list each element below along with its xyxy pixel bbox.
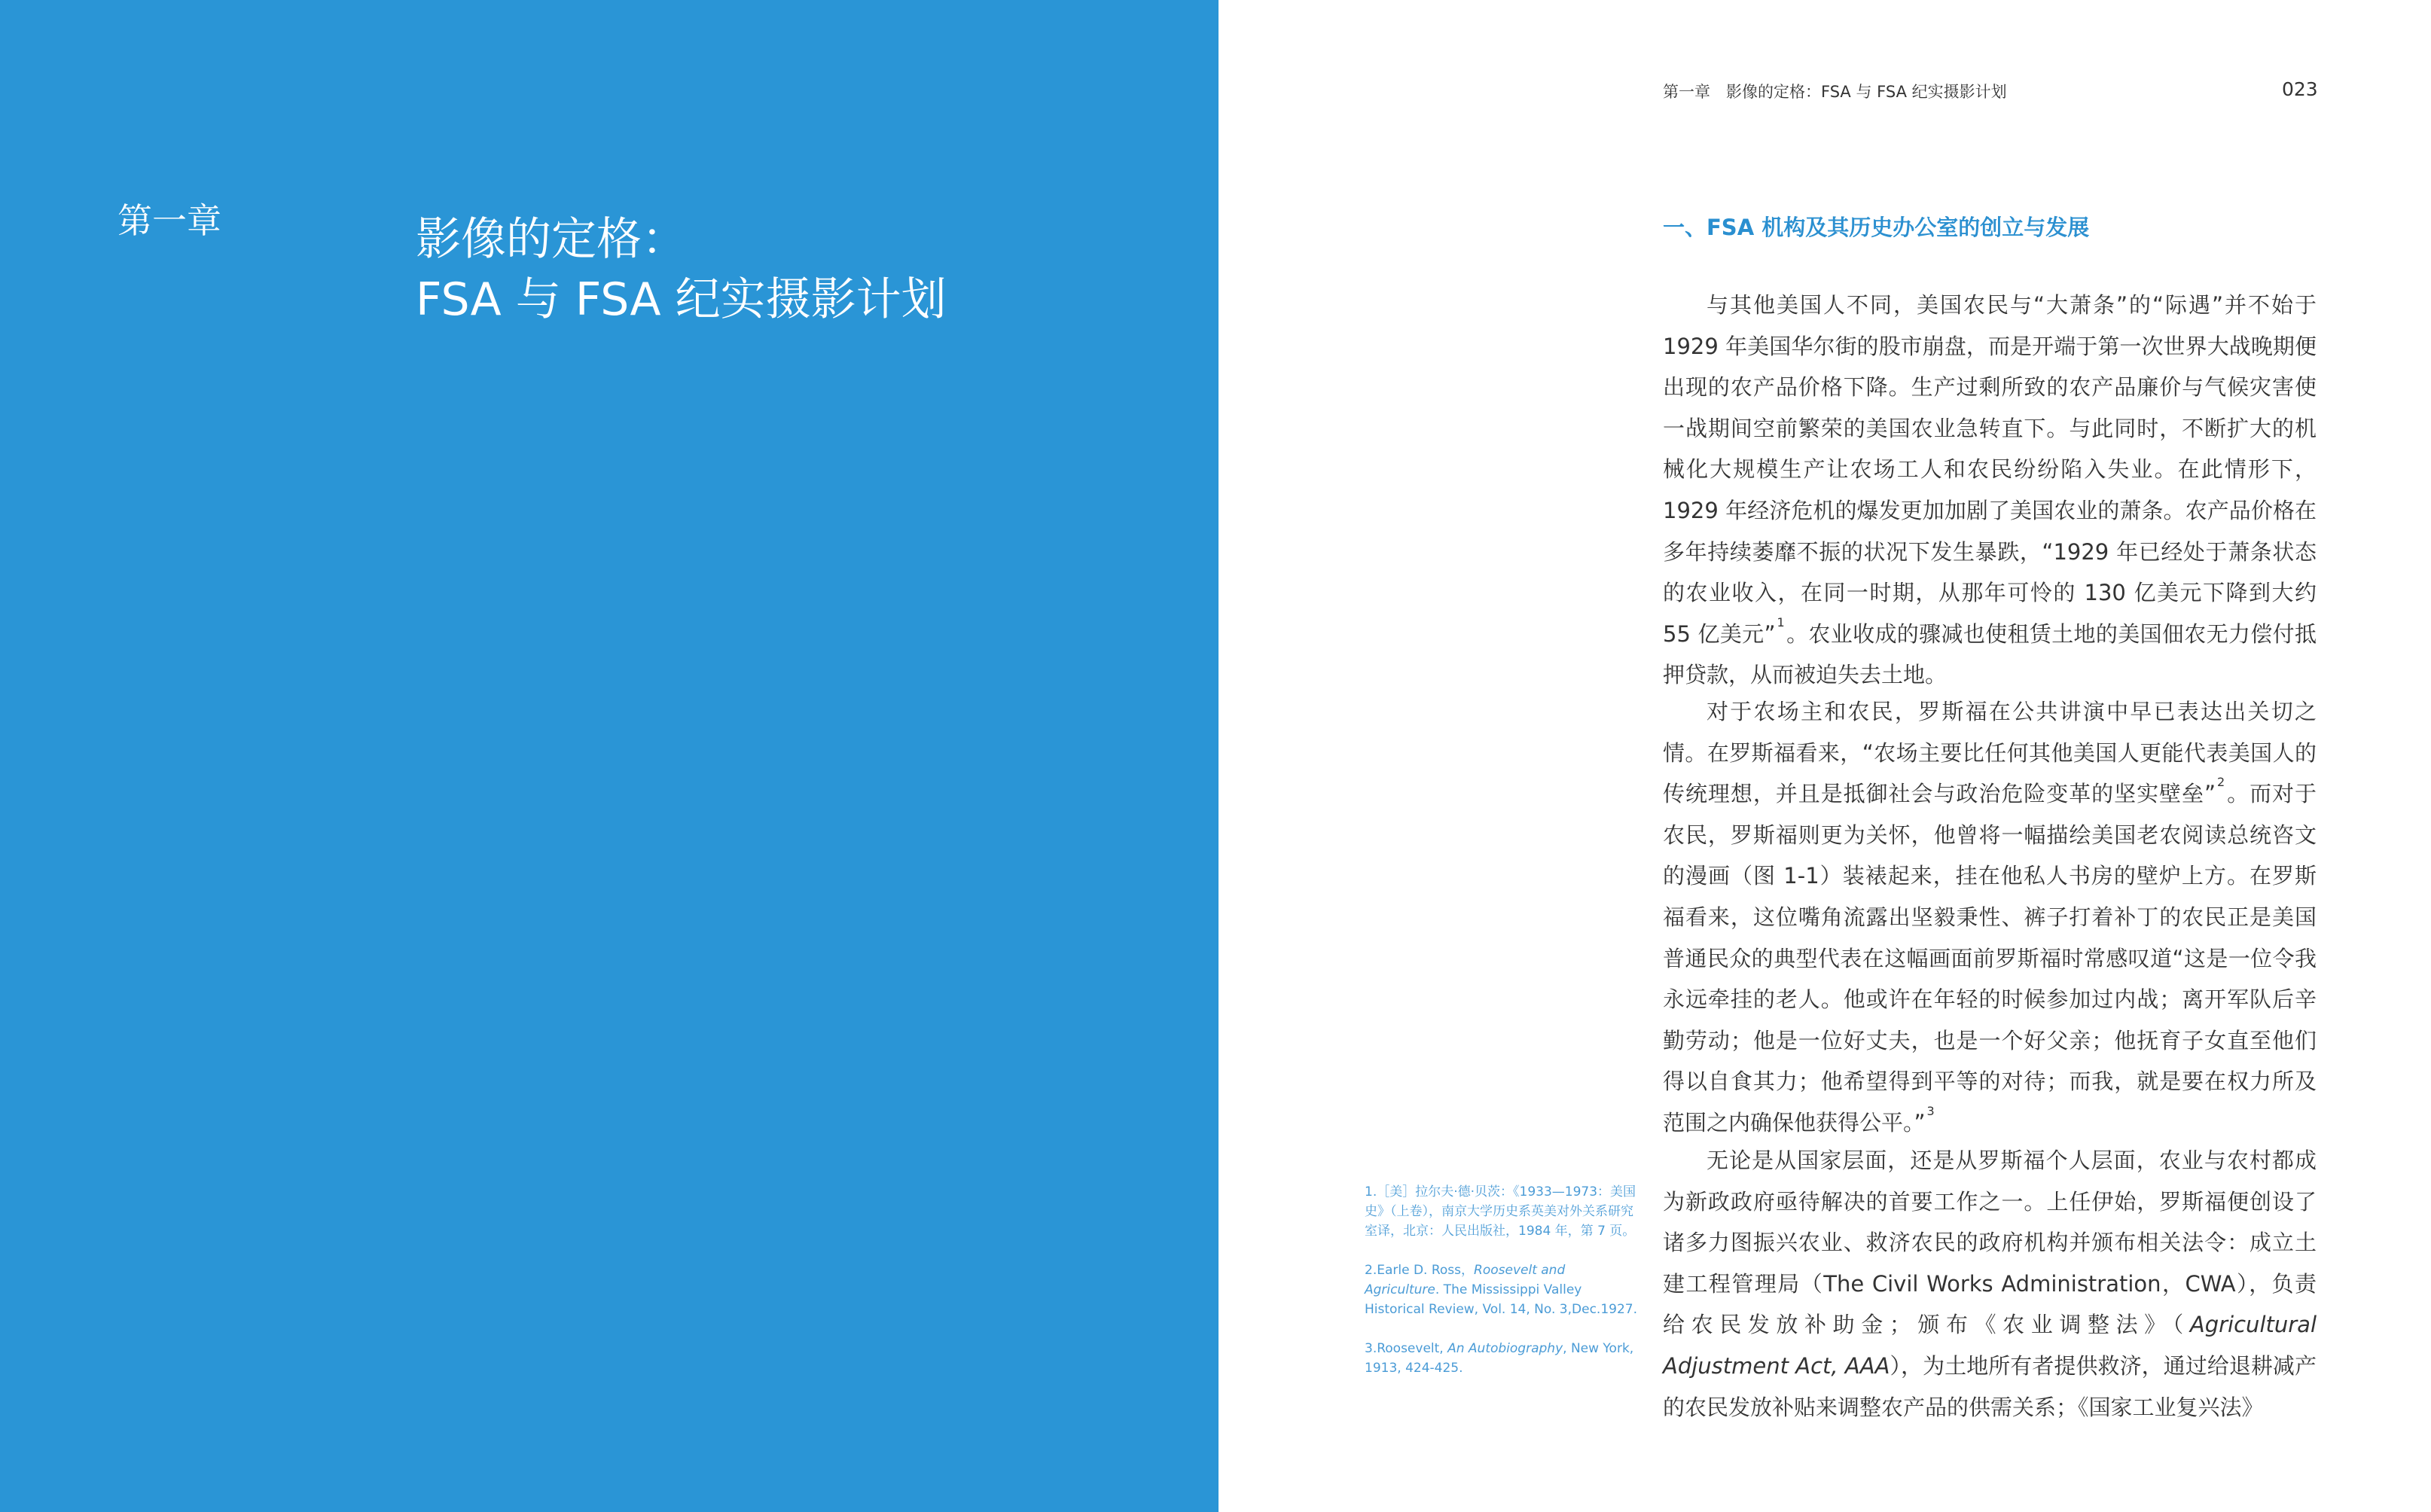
paragraph-3-text: 无论是从国家层面，还是从罗斯福个人层面，农业与农村都成为新政政府亟待解决的首要工作之一。上任伊始，罗斯福便创设了诸多力图振兴农业、救济农民的政府机构并颁布相关法令：成立土建工程管理局（The Civil Works Administration，CWA），负责给农民发放补助金；颁布《农业调整法》（ [1663, 1148, 2317, 1338]
footnote-ref-2: 2 [2216, 775, 2225, 790]
chapter-title-line1: 影像的定格： [416, 213, 687, 266]
paragraph-1-text-end: 。农业收成的骤减也使租赁土地的美国佃农无力偿付抵押贷款，从而被迫失去土地。 [1663, 620, 2317, 688]
footnote-2-source: . The Mississippi Valley Historical Review, Vol. 14, No. 3,Dec.1927. [1365, 1282, 1637, 1317]
footnotes [1365, 1182, 1642, 1398]
chapter-label: 第一章 [117, 200, 221, 241]
footnote-3-author: 3.Roosevelt, [1365, 1341, 1448, 1356]
paragraph-2-text-end: 。而对于农民，罗斯福则更为关怀，他曾将一幅描绘美国老农阅读总统咨文的漫画（图 1-1）装裱起来，挂在他私人书房的壁炉上方。在罗斯福看来，这位嘴角流露出坚毅秉性、裤子打着补丁的农民正是美国普通民众的典型代表在这幅画面前罗斯福时常感叹道“这是一位令我永远牵挂的老人。他或许在年轻的时候参加过内战；离开军队后辛勤劳动；他是一位好丈夫，也是一个好父亲；他抚育子女直至他们得以自食其力；他希望得到平等的对待；而我，就是要在权力所及范围之内确保他获得公平。” [1663, 781, 2317, 1136]
footnote-2 [1365, 1261, 1642, 1319]
paragraph-1-text: 与其他美国人不同，美国农民与“大萧条”的“际遇”并不始于 1929 年美国华尔街的股市崩盘，而是开端于第一次世界大战晚期便出现的农产品价格下降。生产过剩所致的农产品廉价与气候灾害使一战期间空前繁荣的美国农业急转直下。与此同时，不断扩大的机械化大规模生产让农场工人和农民纷纷陷入失业。在此情形下，1929 年经济危机的爆发更加加剧了美国农业的萧条。农产品价格在多年持续萎靡不振的状况下发生暴跌，“1929 年已经处于萧条状态的农业收入，在同一时期，从那年可怜的 130 亿美元下降到大约 55 亿美元” [1663, 292, 2317, 647]
footnote-3-source: , New York, 1913, 424-425. [1365, 1341, 1634, 1376]
footnote-1: 1.［美］拉尔夫·德·贝茨：《1933—1973：美国史》（上卷），南京大学历史系英美对外关系研究室译，北京：人民出版社，1984 年，第 7 页。 [1365, 1184, 1636, 1239]
body-paragraph-2 [1663, 691, 2317, 1144]
running-head: 第一章 影像的定格：FSA 与 FSA 纪实摄影计划 [1663, 83, 2007, 101]
footnote-2-title: Roosevelt and Agriculture [1365, 1263, 1566, 1297]
paragraph-3-text-end: ），为土地所有者提供救济，通过给退耕减产的农民发放补贴来调整农产品的供需关系；《国家工业复兴法》 [1663, 1352, 2317, 1420]
footnote-ref-1: 1 [1777, 614, 1785, 629]
footnote-ref-3: 3 [1926, 1103, 1935, 1118]
chapter-title [416, 209, 947, 330]
footnote-3 [1365, 1339, 1642, 1378]
paragraph-2-text: 对于农场主和农民，罗斯福在公共讲演中早已表达出关切之情。在罗斯福看来，“农场主要比任何其他美国人更能代表美国人的传统理想，并且是抵御社会与政治危险变革的坚实壁垒” [1663, 699, 2317, 807]
chapter-title-line2: FSA 与 FSA 纪实摄影计划 [416, 273, 947, 326]
footnote-3-title: An Autobiography [1447, 1341, 1563, 1356]
body-paragraph-3 [1663, 1140, 2317, 1428]
page-number: 023 [2282, 78, 2318, 100]
paragraph-3-italic-title: Agricultural Adjustment Act, AAA [1663, 1312, 2317, 1379]
section-title: 一、FSA 机构及其历史办公室的创立与发展 [1663, 215, 2090, 240]
footnote-2-author: 2.Earle D. Ross， [1365, 1263, 1475, 1278]
body-paragraph-1 [1663, 285, 2317, 696]
